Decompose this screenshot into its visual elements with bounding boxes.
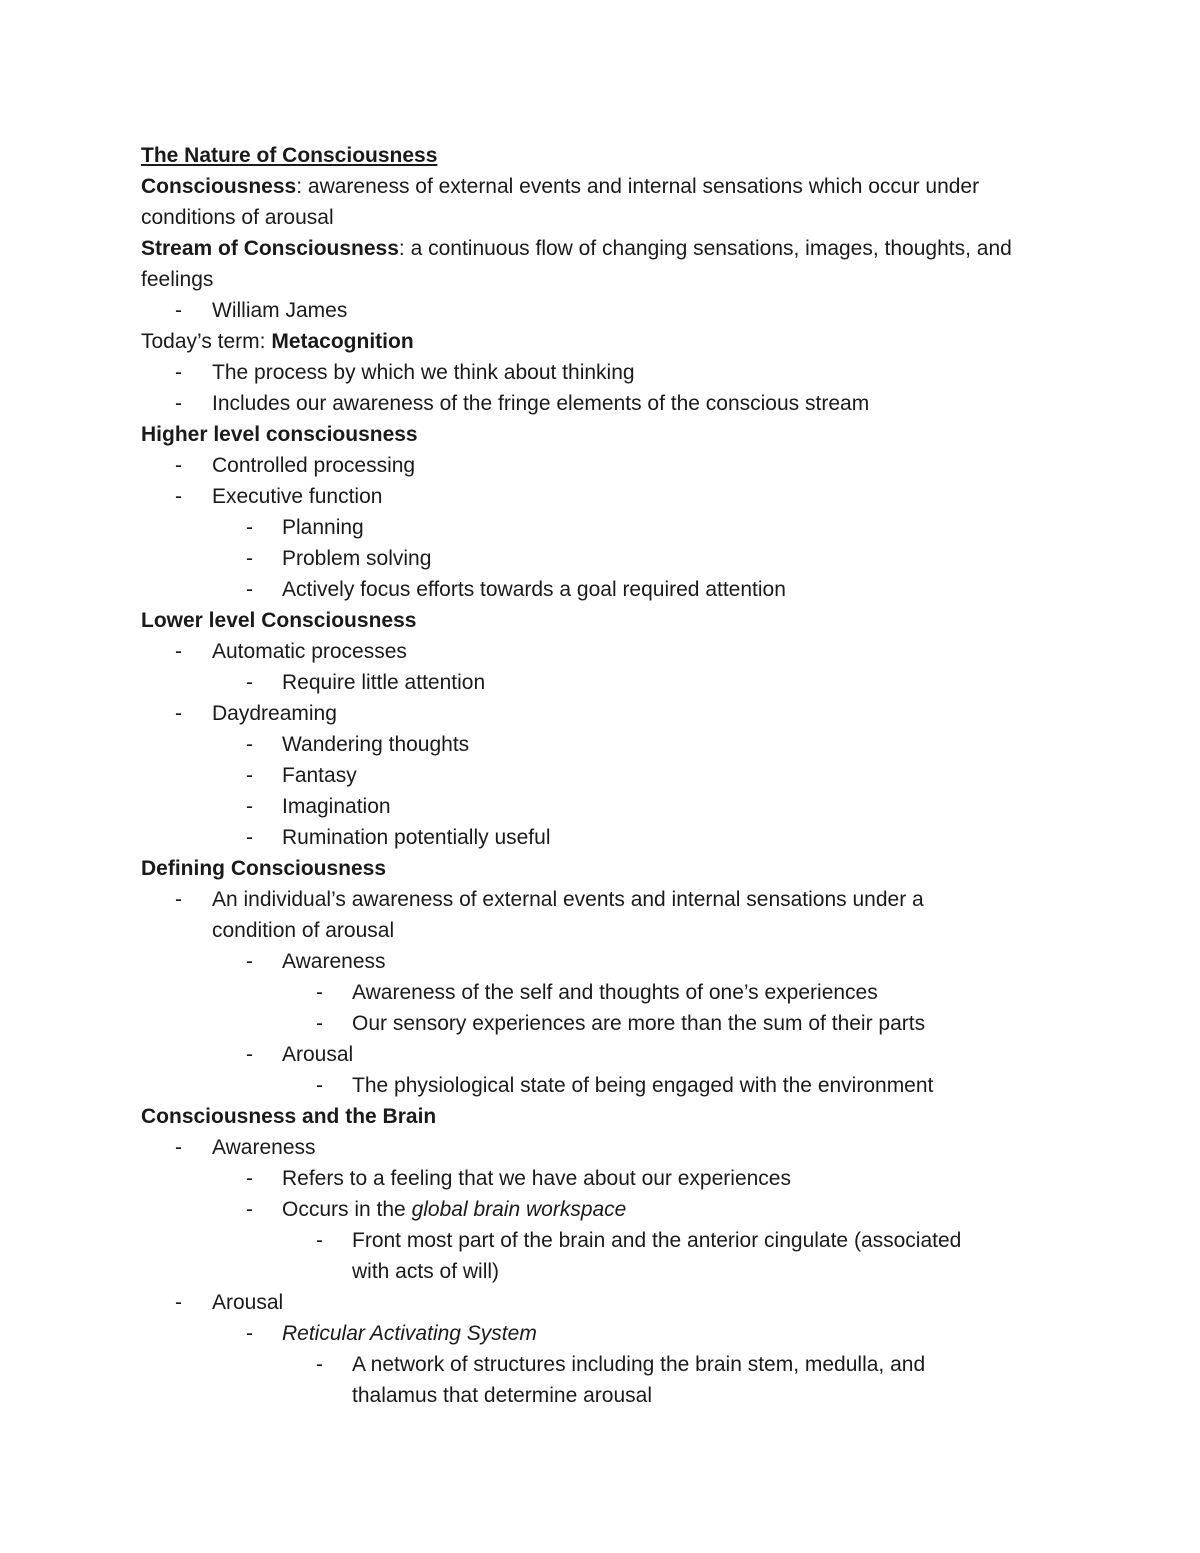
todays-term-prefix: Today’s term: xyxy=(141,330,272,353)
list-item: - Rumination potentially useful xyxy=(141,822,1061,853)
bullet-dash: - xyxy=(175,361,182,384)
bullet-dash: - xyxy=(246,826,253,849)
bullet-dash: - xyxy=(175,392,182,415)
bullet-dash: - xyxy=(175,702,182,725)
list-item: - Arousal xyxy=(141,1039,1061,1070)
consciousness-definition xyxy=(141,171,1061,233)
italic-term: Reticular Activating System xyxy=(282,1322,537,1345)
bullet-dash: - xyxy=(246,671,253,694)
bullet-dash: - xyxy=(246,733,253,756)
bullet-dash: - xyxy=(246,764,253,787)
list-item: - Require little attention xyxy=(141,667,1061,698)
bullet-dash: - xyxy=(175,454,182,477)
section-heading-brain: Consciousness and the Brain xyxy=(141,1105,437,1128)
document-page xyxy=(141,140,1061,1411)
bullet-dash: - xyxy=(246,950,253,973)
list-item: - Actively focus efforts towards a goal required attention xyxy=(141,574,1061,605)
stream-text: : a continuous flow of changing sensations, images, thoughts, and feelings xyxy=(141,237,1012,291)
italic-term: global brain workspace xyxy=(411,1198,627,1221)
bullet-dash: - xyxy=(316,981,323,1004)
bullet-dash: - xyxy=(175,299,182,322)
bullet-dash: - xyxy=(316,1353,323,1376)
bullet-dash: - xyxy=(246,547,253,570)
list-item: - Problem solving xyxy=(141,543,1061,574)
list-item: - Occurs in the global brain workspace xyxy=(141,1194,1061,1225)
bullet-dash: - xyxy=(175,1291,182,1314)
list-item-continuation: with acts of will) xyxy=(352,1260,500,1283)
section-heading-higher: Higher level consciousness xyxy=(141,423,418,446)
consciousness-term: Consciousness xyxy=(141,175,297,198)
list-item: - Awareness xyxy=(141,946,1061,977)
bullet-dash: - xyxy=(175,1136,182,1159)
consciousness-text: : awareness of external events and internal sensations which occur under conditions of arousal xyxy=(141,175,980,229)
list-item: - Executive function xyxy=(141,481,1061,512)
list-item: - Awareness xyxy=(141,1132,1061,1163)
list-item: - Refers to a feeling that we have about our experiences xyxy=(141,1163,1061,1194)
todays-term-name: Metacognition xyxy=(271,330,414,353)
bullet-dash: - xyxy=(246,1322,253,1345)
bullet-dash: - xyxy=(246,578,253,601)
bullet-dash: - xyxy=(246,1043,253,1066)
section-heading-lower: Lower level Consciousness xyxy=(141,609,417,632)
page-title: The Nature of Consciousness xyxy=(141,144,438,167)
bullet-dash: - xyxy=(246,1167,253,1190)
section-heading-defining: Defining Consciousness xyxy=(141,857,387,880)
list-item: - Daydreaming xyxy=(141,698,1061,729)
list-item xyxy=(141,1318,1061,1349)
bullet-dash: - xyxy=(246,1198,253,1221)
list-item-continuation: thalamus that determine arousal xyxy=(352,1384,652,1407)
list-item: - The process by which we think about thinking xyxy=(141,357,1061,388)
bullet-dash: - xyxy=(246,516,253,539)
list-item: - Controlled processing xyxy=(141,450,1061,481)
list-item: - Automatic processes xyxy=(141,636,1061,667)
bullet-dash: - xyxy=(175,640,182,663)
list-item: - Imagination xyxy=(141,791,1061,822)
list-item: - Arousal xyxy=(141,1287,1061,1318)
stream-term: Stream of Consciousness xyxy=(141,237,399,260)
stream-definition xyxy=(141,233,1061,295)
list-item: - Our sensory experiences are more than the sum of their parts xyxy=(141,1008,1061,1039)
list-item: - Includes our awareness of the fringe elements of the conscious stream xyxy=(141,388,1061,419)
list-item: - The physiological state of being engaged with the environment xyxy=(141,1070,1061,1101)
list-item: - A network of structures including the brain stem, medulla, and xyxy=(141,1349,1061,1380)
list-item: - William James xyxy=(141,295,1061,326)
list-item: - Fantasy xyxy=(141,760,1061,791)
list-item: - Front most part of the brain and the anterior cingulate (associated xyxy=(141,1225,1061,1256)
bullet-dash: - xyxy=(246,795,253,818)
bullet-dash: - xyxy=(316,1074,323,1097)
bullet-dash: - xyxy=(175,888,182,911)
list-item: - Wandering thoughts xyxy=(141,729,1061,760)
bullet-dash: - xyxy=(316,1229,323,1252)
bullet-dash: - xyxy=(175,485,182,508)
bullet-dash: - xyxy=(316,1012,323,1035)
list-item: - An individual’s awareness of external events and internal sensations under a xyxy=(141,884,1061,915)
todays-term xyxy=(141,326,1061,357)
list-item: - Planning xyxy=(141,512,1061,543)
list-item: - Awareness of the self and thoughts of one’s experiences xyxy=(141,977,1061,1008)
list-item-continuation: condition of arousal xyxy=(212,919,395,942)
